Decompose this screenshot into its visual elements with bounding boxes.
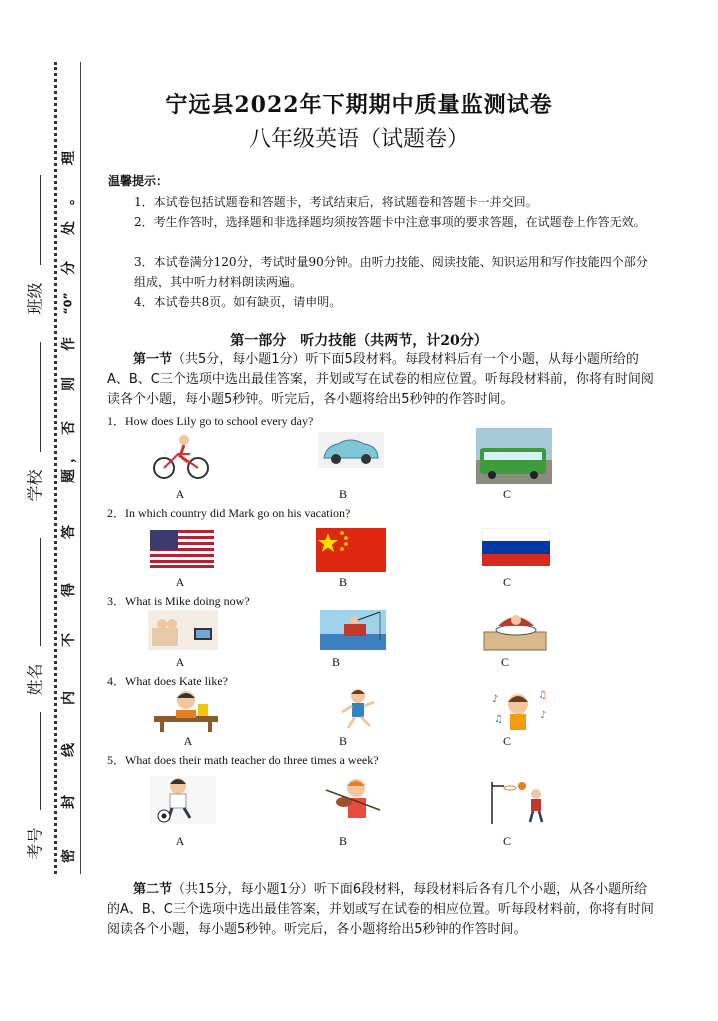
option-b[interactable]: B bbox=[331, 655, 340, 669]
option-b[interactable]: B bbox=[338, 734, 347, 748]
option-a[interactable]: A bbox=[175, 655, 185, 669]
exam-id-label: 考号 bbox=[25, 827, 45, 860]
seal-char: 线 bbox=[61, 743, 77, 757]
tip-item: 2．考生作答时，选择题和非选择题均须按答题卡中注意事项的要求答题，在试题卷上作答无效。 bbox=[134, 215, 646, 229]
fishing-icon bbox=[320, 610, 386, 650]
section2-instructions bbox=[107, 880, 655, 940]
svg-text:♪: ♪ bbox=[540, 710, 547, 721]
option-a[interactable]: A bbox=[175, 834, 185, 848]
seal-char: 作 bbox=[61, 337, 77, 351]
seal-char: 得 bbox=[61, 583, 77, 597]
binding-margin bbox=[0, 0, 100, 1021]
music-icon bbox=[488, 688, 554, 734]
option-a[interactable]: A bbox=[175, 487, 185, 501]
seal-char: 否 bbox=[61, 421, 77, 435]
seal-char: 密 bbox=[61, 849, 77, 863]
tip-item: 4．本试卷共8页。如有缺页，请申明。 bbox=[134, 295, 342, 309]
exam-subtitle: 八年级英语（试题卷） bbox=[248, 127, 469, 152]
watching-tv-icon bbox=[148, 610, 218, 650]
washing-dishes-icon bbox=[482, 610, 548, 652]
tip-item: 1．本试卷包括试题卷和答题卡，考试结束后，将试题卷和答题卡一并交回。 bbox=[134, 195, 538, 209]
seal-char: 内 bbox=[61, 691, 77, 705]
violin-icon bbox=[322, 776, 384, 824]
section2-text: （共15分，每小题1分）听下面6段材料，每段材料后各有几个小题，从各小题所给的A、B、C三个选项中选出最佳答案，并划或写在试卷的相应位置。听每段材料前，你将有时间阅读各个小题，每小题5秒钟。听完后，各小题将给出5秒钟的作答时间。 bbox=[107, 882, 654, 937]
option-c[interactable]: C bbox=[502, 575, 511, 589]
reading-icon bbox=[154, 688, 218, 732]
seal-char: 不 bbox=[61, 633, 77, 647]
seal-char: 。 bbox=[61, 191, 77, 205]
soccer-icon bbox=[150, 776, 216, 824]
option-c[interactable]: C bbox=[500, 655, 509, 669]
option-c[interactable]: C bbox=[502, 834, 511, 848]
seal-char: 理 bbox=[61, 151, 77, 165]
tip-item: 3．本试卷满分120分，考试时量90分钟。由听力技能、阅读技能、知识运用和写作技能四个部分组成，其中听力材料朗读两遍。 bbox=[134, 255, 648, 289]
svg-text:♪: ♪ bbox=[492, 694, 499, 705]
option-b[interactable]: B bbox=[338, 834, 347, 848]
seal-dotted-line bbox=[54, 62, 57, 874]
part1-heading: 第一部分 听力技能（共两节，计20分） bbox=[230, 333, 488, 349]
russia-flag-icon bbox=[482, 528, 550, 566]
option-a[interactable]: A bbox=[183, 734, 193, 748]
seal-char: 则 bbox=[61, 377, 77, 391]
question-1: 1．How does Lily go to school every day? bbox=[107, 414, 314, 428]
section2-label: 第二节 bbox=[133, 882, 173, 897]
seal-char: 分 bbox=[61, 261, 77, 275]
section1-text: （共5分，每小题1分）听下面5段材料。每段材料后有一个小题，从每小题所给的A、B、C三个选项中选出最佳答案，并划或写在试卷的相应位置。听每段材料前，你将有时间阅读各个小题，每小题5秒钟。听完后，各小题将给出5秒钟的作答时间。 bbox=[107, 352, 654, 407]
class-blank[interactable] bbox=[40, 175, 41, 265]
usa-flag-icon bbox=[150, 530, 214, 568]
exam-title: 宁远县2022年下期期中质量监测试卷 bbox=[165, 92, 553, 118]
seal-char: ， bbox=[61, 449, 77, 463]
basketball-icon bbox=[486, 778, 552, 824]
section1-label: 第一节 bbox=[133, 352, 173, 367]
question-4: 4．What does Kate like? bbox=[107, 674, 228, 688]
svg-text:♫: ♫ bbox=[538, 690, 547, 701]
bicycle-icon bbox=[150, 432, 212, 480]
tips-heading: 温馨提示： bbox=[108, 174, 169, 188]
question-3: 3．What is Mike doing now? bbox=[107, 594, 250, 608]
seal-char: 题 bbox=[61, 469, 77, 483]
name-label: 姓名 bbox=[25, 663, 45, 696]
exam-id-blank[interactable] bbox=[40, 712, 41, 810]
option-c[interactable]: C bbox=[502, 487, 511, 501]
name-blank[interactable] bbox=[40, 538, 41, 646]
car-icon bbox=[318, 432, 384, 468]
option-b[interactable]: B bbox=[338, 487, 347, 501]
section1-instructions bbox=[107, 350, 655, 410]
seal-char: 答 bbox=[61, 525, 77, 539]
school-blank[interactable] bbox=[40, 342, 41, 452]
question-5: 5．What does their math teacher do three times a week? bbox=[107, 753, 379, 767]
running-icon bbox=[338, 688, 382, 732]
seal-solid-line bbox=[80, 62, 81, 874]
seal-char: “0” bbox=[61, 292, 75, 315]
svg-text:♫: ♫ bbox=[494, 714, 503, 725]
option-a[interactable]: A bbox=[175, 575, 185, 589]
school-label: 学校 bbox=[25, 469, 45, 502]
seal-char: 封 bbox=[61, 795, 77, 809]
seal-char: 处 bbox=[61, 221, 77, 235]
china-flag-icon bbox=[316, 528, 386, 572]
bus-icon bbox=[476, 428, 552, 484]
question-2: 2．In which country did Mark go on his vacation? bbox=[107, 506, 351, 520]
option-b[interactable]: B bbox=[338, 575, 347, 589]
class-label: 班级 bbox=[25, 282, 45, 315]
option-c[interactable]: C bbox=[502, 734, 511, 748]
